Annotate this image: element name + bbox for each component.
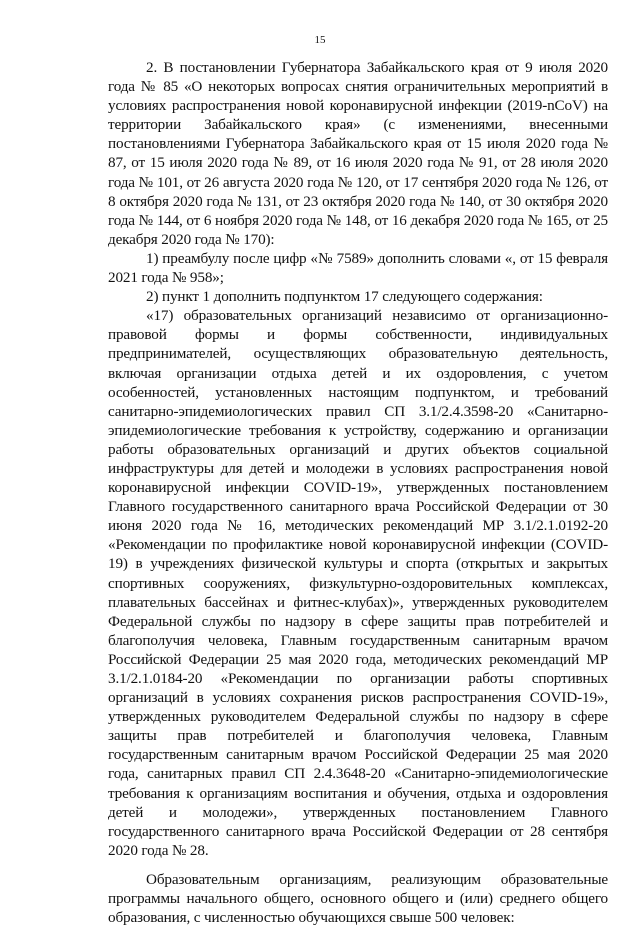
- page-number: 15: [314, 34, 326, 46]
- paragraph-subpoint-17: «17) образовательных организаций независимо от организационно-правовой формы и формы собственности, индивидуальных предпринимателей, осуществляющих образовательную деятельность, включая организации отдыха детей и их оздоровления, с учетом особенностей, установленных настоящим подпунктом, и требований санитарно-эпидемиологических правил СП 3.1/2.4.3598-20 «Санитарно-эпидемиологические требования к устройству, содержанию и организации работы образовательных организаций и других объектов социальной инфраструктуры для детей и молодежи в условиях распространения новой коронавирусной инфекции COVID-19», утвержденных постановлением Главного государственного санитарного врача Российской Федерации от 30 июня 2020 года № 16, методических рекомендаций МР 3.1/2.1.0192-20 «Рекомендации по профилактике новой коронавирусной инфекции (COVID-19) в учреждениях физической культуры и спорта (открытых и закрытых спортивных сооружениях, физкультурно-оздоровительных комплексах, плавательных бассейнах и фитнес-клубах)», утвержденных руководителем Федеральной службы по надзору в сфере защиты прав потребителей и благополучия человека, Главным государственным санитарным врачом Российской Федерации 25 мая 2020 года, методических рекомендаций МР 3.1/2.1.0184-20 «Рекомендации по организации работы спортивных организаций в условиях сохранения рисков распространения COVID-19», утвержденных руководителем Федеральной службы по надзору в сфере защиты прав потребителей и благополучия человека, Главным государственным санитарным врачом Российской Федерации 25 мая 2020 года, санитарных правил СП 2.4.3648-20 «Санитарно-эпидемиологические требования к организациям воспитания и обучения, отдыха и оздоровления детей и молодежи», утвержденных постановлением Главного государственного санитарного врача Российской Федерации от 28 сентября 2020 года № 28.: [108, 307, 608, 859]
- paragraph-point-1-addition: 2) пункт 1 дополнить подпунктом 17 следующего содержания:: [146, 288, 543, 306]
- paragraph-schools-requirements: Образовательным организациям, реализующим образовательные программы начального общего, основного общего и (или) среднего общего образования, с численностью обучающихся свыше 500 человек:: [108, 870, 608, 927]
- paragraph-preamble-change: 1) преамбулу после цифр «№ 7589» дополнить словами «, от 15 февраля 2021 года № 958»;: [108, 249, 608, 287]
- paragraph-amendment-intro: 2. В постановлении Губернатора Забайкальского края от 9 июля 2020 года № 85 «О некоторых вопросах снятия ограничительных мероприятий в условиях распространения новой коронавирусной инфекции (2019-nCoV) на территории Забайкальского края» (с изменениями, внесенными постановлениями Губернатора Забайкальского края от 15 июля 2020 года № 87, от 15 июля 2020 года № 89, от 16 июля 2020 года № 91, от 28 июля 2020 года № 101, от 26 августа 2020 года № 120, от 17 сентября 2020 года № 126, от 8 октября 2020 года № 131, от 23 октября 2020 года № 140, от 30 октября 2020 года № 144, от 6 ноября 2020 года № 148, от 16 декабря 2020 года № 165, от 25 декабря 2020 года № 170):: [108, 59, 608, 248]
- document-body: [108, 58, 608, 927]
